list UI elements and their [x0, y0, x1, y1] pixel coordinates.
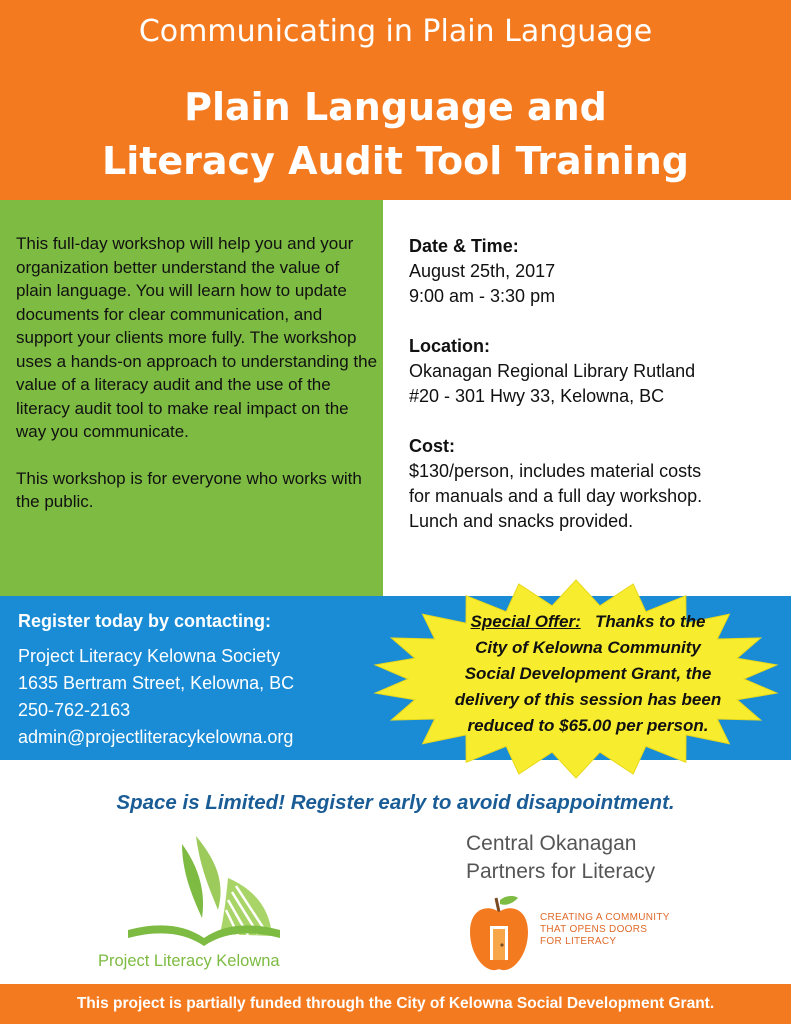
location-line-2: #20 - 301 Hwy 33, Kelowna, BC — [409, 386, 665, 406]
location-line-1: Okanagan Regional Library Rutland — [409, 361, 696, 381]
cost-label: Cost: — [409, 436, 455, 456]
date-value: August 25th, 2017 — [409, 261, 556, 281]
date-time-block — [409, 234, 784, 309]
special-offer-lead: Special Offer: — [470, 612, 581, 631]
time-value: 9:00 am - 3:30 pm — [409, 286, 556, 306]
offer-line-4: delivery of this session has been — [454, 690, 722, 709]
cost-line-1: $130/person, includes material costs — [409, 461, 702, 481]
offer-line-3: Social Development Grant, the — [464, 664, 712, 683]
apple-door-logo-icon — [466, 892, 532, 976]
cop-tagline-line-3: FOR LITERACY — [540, 936, 617, 947]
offer-line-1: Thanks to the — [594, 612, 706, 631]
location-label: Location: — [409, 336, 490, 356]
event-series-title: Communicating in Plain Language — [138, 14, 653, 49]
special-offer — [412, 609, 764, 739]
register-heading: Register today by contacting: — [18, 611, 272, 631]
offer-line-5: reduced to $65.00 per person. — [467, 716, 709, 735]
cop-tagline-line-1: CREATING A COMMUNITY — [540, 912, 670, 923]
header-banner — [0, 0, 791, 200]
description-panel — [0, 200, 383, 596]
description-paragraph: This full-day workshop will help you and your organization better understand the value of plain language. You will learn how to update documents for clear communication, and support your clients more fully. The workshop uses a hands-on approach to understanding the value of a literacy audit and the use of the literacy audit tool to make real impact on the way you communicate. — [16, 234, 378, 441]
cost-block — [409, 434, 784, 534]
cop-tagline — [540, 912, 670, 948]
audience-paragraph: This workshop is for everyone who works with the public. — [16, 468, 362, 511]
register-contact — [18, 608, 388, 751]
cop-name-line-1: Central Okanagan — [466, 832, 637, 855]
contact-organization: Project Literacy Kelowna Society — [18, 646, 281, 666]
title-line-1: Plain Language and — [184, 85, 607, 129]
page-title — [0, 80, 791, 188]
date-label: Date & Time: — [409, 236, 519, 256]
cost-line-3: Lunch and snacks provided. — [409, 511, 634, 531]
cop-logo-name — [466, 830, 655, 886]
plk-logo-name: Project Literacy Kelowna — [98, 952, 280, 970]
cost-line-2: for manuals and a full day workshop. — [409, 486, 703, 506]
open-book-logo-icon — [118, 832, 288, 952]
location-block — [409, 334, 784, 409]
contact-phone: 250-762-2163 — [18, 700, 131, 720]
title-line-2: Literacy Audit Tool Training — [102, 139, 689, 183]
event-details — [409, 234, 784, 534]
funding-footer: This project is partially funded through the City of Kelowna Social Development Grant. — [0, 984, 791, 1024]
cop-name-line-2: Partners for Literacy — [466, 860, 656, 883]
contact-address: 1635 Bertram Street, Kelowna, BC — [18, 673, 295, 693]
contact-email[interactable]: admin@projectliteracykelowna.org — [18, 727, 294, 747]
cop-tagline-line-2: THAT OPENS DOORS — [540, 924, 648, 935]
limited-space-notice: Space is Limited! Register early to avoid disappointment. — [116, 791, 675, 814]
offer-line-2: City of Kelowna Community — [475, 638, 701, 657]
